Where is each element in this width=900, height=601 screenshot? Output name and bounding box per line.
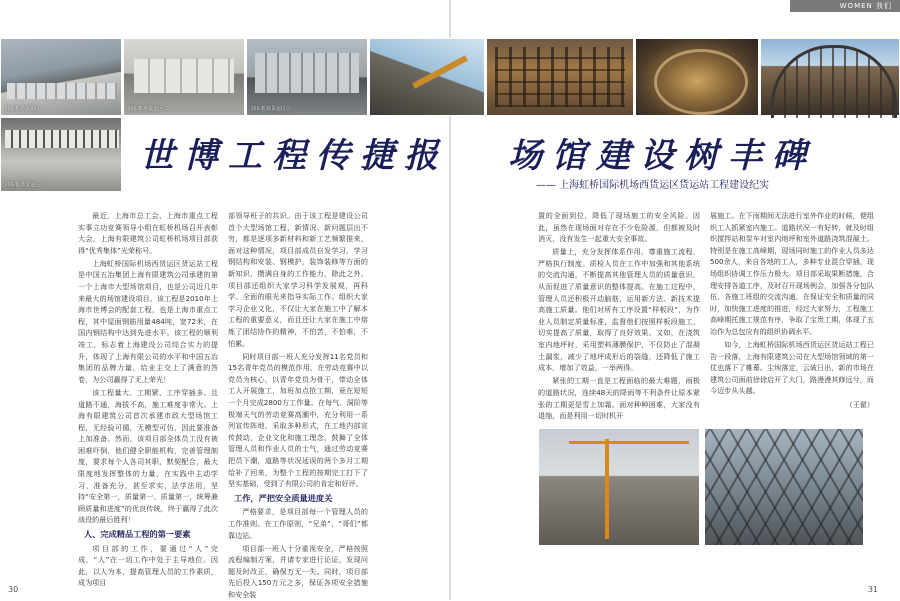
paragraph: 质量上，充分发挥体系作用，尊重施工流程，严格执行制度。质检人员在工作中加强和其他系统的交流沟通，不断提高其他管理人员的质量意识，从而促进了质量意识的整体提高。在施工过程中，管理人员还积极开动脑筋，运用新方法、新技术提高施工质量。他们对所有工序设置“样板段”，为作业人员制定质量标准，监督他们按照样板段施工，切实提高了质量，取得了良好效果。又如，在浇筑室内地坪时，采用塑料薄膜保护，不仅防止了混凝土漏浆，减少了地坪成形后的裂缝，还降低了施工成本，增加了效益，一举两得。 xyxy=(538,247,700,373)
page-number-right: 31 xyxy=(867,585,878,594)
paragraph: 置的全面到位，降低了现场施工的安全风险。因此，虽然在现场面对存在不少危险源，但都被及时消灭，没有发生一起重大安全事故。 xyxy=(538,211,700,244)
photo-cargo-warehouse-3 xyxy=(246,38,368,116)
photo-cargo-warehouse-2 xyxy=(123,38,245,116)
photo-tower-crane xyxy=(538,428,700,546)
headline-left: 世博工程传捷报 xyxy=(140,136,448,176)
page-number-left: 30 xyxy=(8,585,19,594)
paragraph: 部领导班子的共识。由于该工程是建设公司首个大型场馆工程，新情况、新问题层出不穷，都是逐项多新材料和新工艺频繁推来，面对这种情况，项目部成员自发学习，学习钢结构和安装、钢模护，装饰装修等方面的新知识，攒满自身的工作能力，除此之外，项目部还组织大家学习科学发展观，再科学、全面的眼光来指导实际工作。组织大家学习企业文化，不仅让大家在施工中了解本工程的重要意义，而且还让大家在施工中熔炼了团结协作的精神，不怕苦，不怕难，不怕累。 xyxy=(228,211,368,348)
paragraph: 项目部的工作，要通过“人”完成，“人”在一切工作中处于主导地位。因此，以人为本，提高管理人员的工作素质，成为项目 xyxy=(78,543,218,588)
photo-cargo-warehouse-1 xyxy=(0,38,122,116)
photo-caption: 浦东机场货运区二 xyxy=(128,106,169,112)
photo-caption: 浦东机场货运区三 xyxy=(251,106,292,112)
photo-steel-framework xyxy=(486,38,634,116)
paragraph: 最近，上海市总工会、上海市重点工程实事立功竞赛领导小组在虹桥机场召开表彰大会，上海有限建筑公司虹桥机场项目部获得“优秀集体”光荣称号。 xyxy=(78,211,218,255)
photo-caption: 浦东机场货运区一 xyxy=(5,106,46,112)
photo-cargo-interior xyxy=(0,117,122,192)
text-column-3 xyxy=(538,210,700,422)
paragraph: 项目部一班人十分重视安全，严格按照流程编制方案，并请专家进行论证，发现问题及时改正，确保万无一失。同时，项目部先后投入150万元之多，保证各项安全措施和安全装 xyxy=(228,543,368,599)
paragraph: 上海虹桥国际机场西货运区货运站工程是中国五冶集团上海有限建筑公司承建的第一个上海市大型场馆项目，也是公司近几年来最大的场馆建设项目。该工程是2010年上海市世博会的配套工程，也是上海市重点工程，其中屋面钢筋用量484吨，宽72米，在国内钢结构中达到先进水平。该工程的顺利竣工，标志着上海建设公司综合实力的提升，体现了上海有限公司的水平和中国五冶集团的品牌力量，给业主交上了满意的答卷，为公司赢得了无上荣光！ xyxy=(78,258,218,384)
crane-jib xyxy=(569,441,689,444)
paragraph: 同时项目部一班人充分发挥11名党员和15名青年党员的模范作用，在劳动竞赛中以党员为核心，以青年党员为骨干，带动全体工人开展施工，加班加点抢工期，竟在短短一个月完成2800方工作量。在每气、洞阶等极端天气的劳动竞赛高潮中，充分利用一系列宣传阵地，采取多种形式，在工地内部宣传鼓动，企业文化和施工理念，鼓舞了全体管理人员和作业人员的士气，通过劳动竞赛把员下潮，道路等状况延误的两个多月工期给补了回来，为整个工程的按期完工打下了坚实基础，受到了有限公司的肯定和好评。 xyxy=(228,351,368,489)
headline-right: 场馆建设树丰碑 xyxy=(508,136,816,176)
photo-caption: 浦东机场货运区 xyxy=(5,182,41,188)
paragraph: 该工程量大、工期紧、工序穿插多、且道路不通，海拔不高，施工难度非常大。上海有限建筑公司首次承建市政大型场馆工程，无经验可循，无模型可仿，因此要准备上加准备。然而，该项目部全体员工没有被困难吓倒，他们健全职能机构，完善管理制度，要求每个人各司其职，默契配合，最大限度地发挥整体的力量，在实践中主动学习，准备充分，甚至求实，法学法用，坚持“安全第一，质量第一、质量第一，统筹兼顾质量和进度”的优良传统，终于赢得了此次战役的最后胜利！ xyxy=(78,387,218,525)
crane-mast xyxy=(605,439,609,539)
text-column-2 xyxy=(228,210,368,599)
subtitle: —— 上海虹桥国际机场西货运区货运站工程建设纪实 xyxy=(536,180,770,191)
text-column-1 xyxy=(78,210,218,588)
paragraph: 严格要求，是项目部每一个管理人员的工作准则。在工作原则，“兄弟”，“哥们”都靠边站。 xyxy=(228,507,368,540)
text-column-4 xyxy=(710,210,874,422)
photo-glass-roof-workers xyxy=(704,428,864,546)
author-signature: （王翟） xyxy=(845,399,874,409)
photo-worker-steel xyxy=(369,38,485,116)
photo-stadium-construction xyxy=(635,38,759,116)
photo-stadium-dome xyxy=(760,38,900,116)
section-tag: WOMEN 我们 xyxy=(790,0,900,12)
section-heading: 工作，严把安全质量进度关 xyxy=(234,492,333,503)
section-heading: 人、完成精品工程的第一要素 xyxy=(84,529,191,540)
paragraph: 展施工。在下雨期间无法进行室外作业的时候，便组织工人抓紧室内施工。道路状况一有好转，就及时组织搅拌站和泵车对室内地坪和室外道路浇筑混凝土。特别是在施工高峰期，现场同时施工的作业人员多达500余人，来自各地的工人，多种专业混合穿插，现场组织协调工作压力极大。项目部采取果断措施，合理安排各道工序，及时召开现场例会，加强各分包队伍、各施工班组的交流沟通，在保证安全和质量的同时，加快施工进度的推进，经过大家努力，工程施工高峰期托施工规范有序，争取了宝贵工期，体现了五冶作为总包应有的组织协调水平。 xyxy=(710,211,874,336)
paragraph: 如今，上海虹桥国际机场西货运区货运站工程已告一段落，上海有限建筑公司在大型场馆领域的第一仗也落下了帷幕。尘埃落定，云破日出，新的市场在建筑公司面前徐徐启开了大门，路漫漫其修远兮，而今迈步从头越。 xyxy=(710,340,874,396)
paragraph: 紧张的工期一直是工程面临的最大难题，雨极的道路状况，连续48天的降雨等不利条件让原本紧张的工期更是雪上加霜。面对种种困难，大家没有退缩，而是利用一切时机开 xyxy=(538,376,700,421)
